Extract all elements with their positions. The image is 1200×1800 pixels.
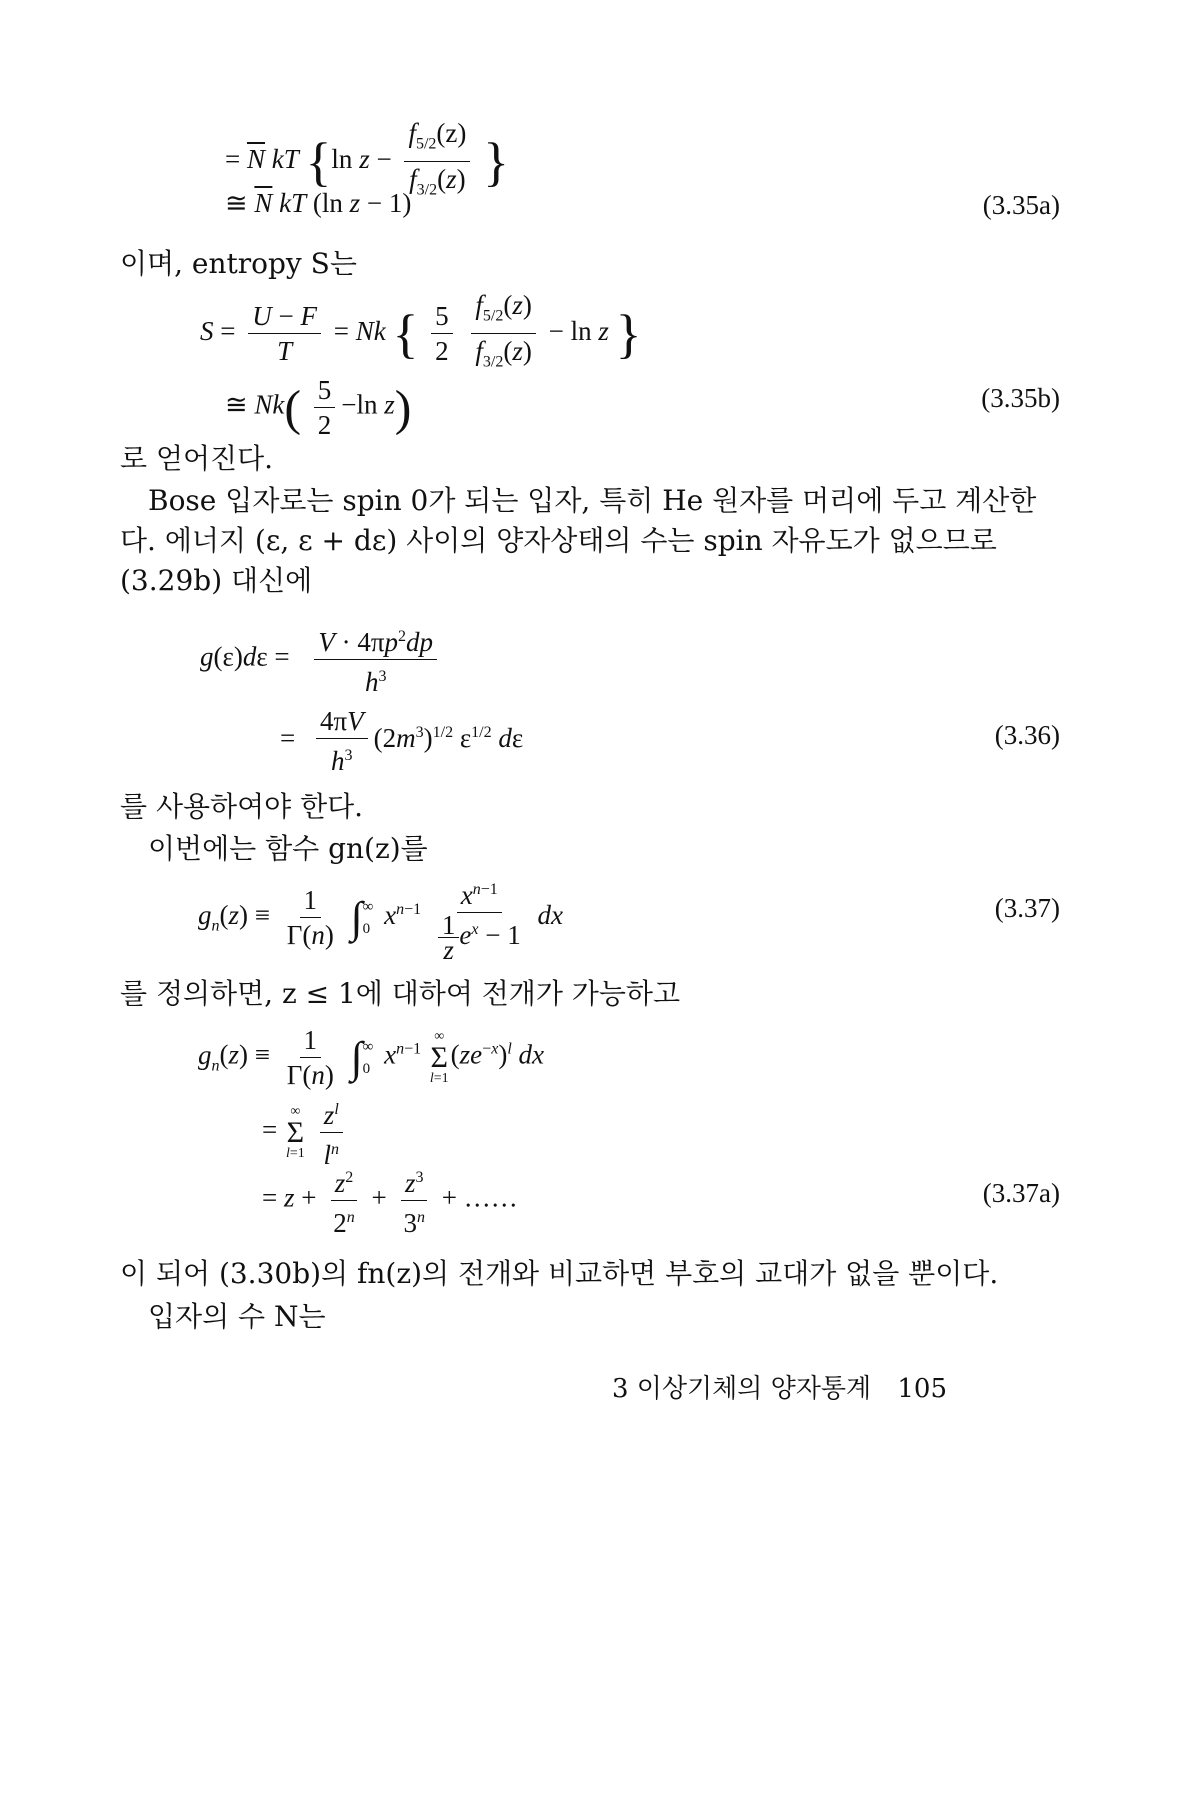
page-number: 105 <box>897 1374 948 1404</box>
equation-entropy-line2: ≅ Nk( $\frac{5}{2}$ −ln z) <box>225 375 412 440</box>
equation-number-337: (3.37) <box>994 893 1060 923</box>
function-intro-text: 이번에는 함수 gn(z)를 <box>148 832 428 865</box>
chapter-title: 3 이상기체의 양자통계 <box>612 1374 872 1404</box>
particle-number-text: 입자의 수 N는 <box>148 1300 326 1333</box>
bose-paragraph-line2: 다. 에너지 (ε, ε + dε) 사이의 양자상태의 수는 spin 자유도가 없으므로 <box>120 524 997 557</box>
equation-number-335b: (3.35b) <box>981 383 1060 413</box>
equation-density-of-states-line1: g(ε)dε = $\frac{V \cdot 4\pi p^2dp}{h^3}$ <box>200 622 443 697</box>
equation-gn-definition: $g_n(z)$ ≡ $\frac{1}{\Gamma(n)}$ ∫ ∞ 0 $x^{n-1}$ $x^{n-1}$ $\frac{1}{z}$ $e^x - 1$ dx <box>198 875 563 960</box>
equation-free-energy-line2: ≅ $\overline{N}$ kT (ln z − 1) <box>225 188 412 218</box>
bose-paragraph-line3: (3.29b) 대신에 <box>120 564 313 597</box>
equation-number-335a: (3.35a) <box>982 190 1060 220</box>
define-text: 를 정의하면, z ≤ 1에 대하여 전개가 가능하고 <box>120 977 681 1010</box>
equation-density-of-states-line2: = $\frac{4\pi V}{h^3}$ $(2m^3)^{1/2}$ $\varepsilon^{1/2}$ dε <box>280 706 524 776</box>
compare-text: 이 되어 (3.30b)의 fn(z)의 전개와 비교하면 부호의 교대가 없을 뿐이다. <box>120 1257 999 1290</box>
equation-entropy-line1: S = $\frac{U - F}{T}$ = Nk { $\frac{5}{2}$ $\frac{f_{5/2}(z)}{f_{3/2}(z)}$ − ln z } <box>200 290 642 371</box>
running-footer <box>612 1368 947 1405</box>
equation-number-337a: (3.37a) <box>982 1178 1060 1208</box>
entropy-intro-text: 이며, entropy S는 <box>120 247 357 280</box>
equation-gn-expansion-line1: $g_n(z)$ ≡ $\frac{1}{\Gamma(n)}$ ∫ ∞ 0 $x^{n-1}$ ∞ Σ l=1 $(ze^{-x})^l$ dx <box>198 1025 544 1090</box>
equation-number-336: (3.36) <box>994 720 1060 750</box>
bose-paragraph-line1: Bose 입자로는 spin 0가 되는 입자, 특히 He 원자를 머리에 두고 계산한 <box>148 484 1037 517</box>
equation-free-energy-line1: = $\overline{N}$ kT {ln z − $\frac{f_{5/2}(z)}{f_{3/2}(z)}$ } <box>225 118 510 199</box>
use-text: 를 사용하여야 한다. <box>120 790 364 823</box>
equation-gn-expansion-line3: = z + $\frac{z^2}{2^n}$ + $\frac{z^3}{3^n}$ + …… <box>262 1163 518 1238</box>
equation-gn-expansion-line2: = ∞ Σ l=1 $\frac{z^l}{l^n}$ <box>262 1095 349 1170</box>
result-text: 로 얻어진다. <box>120 442 274 475</box>
